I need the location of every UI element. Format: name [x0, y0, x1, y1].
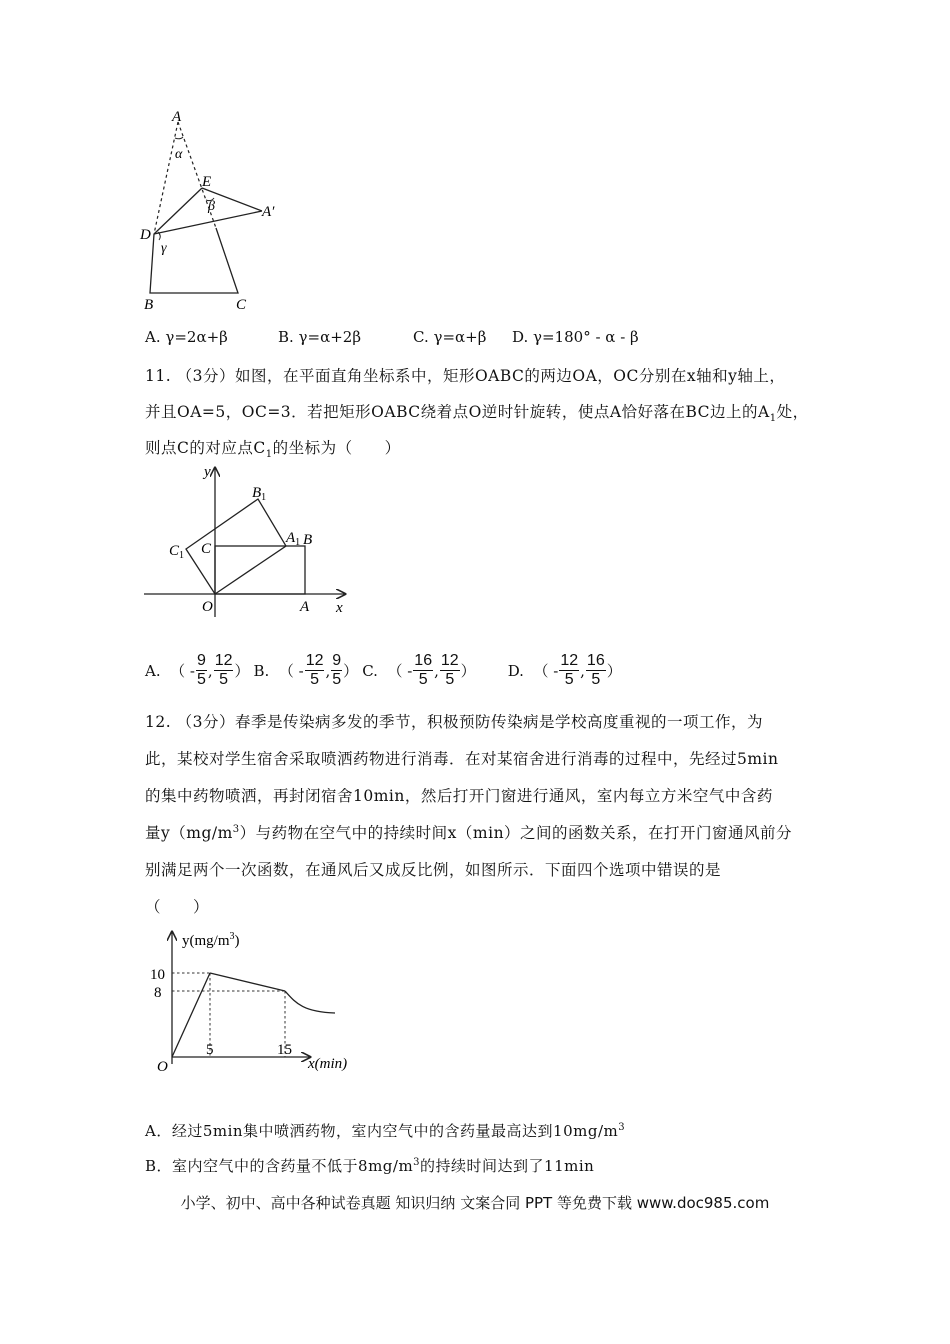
q11-rect-OABC: [215, 546, 305, 594]
q12-line-3: 的集中药物喷洒，再封闭宿舍10min，然后打开门窗进行通风，室内每立方米空气中含药: [145, 787, 773, 805]
q11-line-2: 并且OA=5，OC=3．若把矩形OABC绕着点O逆时针旋转，使点A恰好落在BC边上的$A_1$处，: [145, 403, 809, 425]
q11-label-x: x: [336, 600, 343, 616]
q10-label-C: C: [236, 297, 247, 313]
q12-tick-8: 8: [154, 985, 162, 1001]
q12-line-2: 此，某校对学生宿舍采取喷洒药物进行消毒．在对某宿舍进行消毒的过程中，先经过5min: [145, 750, 779, 768]
q10-label-gamma: γ: [161, 241, 167, 256]
q10-arc-alpha: [175, 137, 183, 139]
q11-label-O: O: [202, 599, 213, 615]
q12-line-4: 量$y(mg/m^3)$与药物在空气中的持续时间x（min）之间的函数关系，在打开门窗通风前分: [145, 823, 793, 842]
q12-line-5: 别满足两个一次函数，在通风后又成反比例，如图所示．下面四个选项中错误的是: [145, 861, 722, 879]
q12-segment-decline: [210, 973, 285, 991]
q10-option-d: D. γ=180° - α - β: [512, 328, 639, 346]
q10-label-D: D: [140, 227, 151, 243]
q10-label-B: B: [144, 297, 154, 313]
q10-dashed-AD: [154, 122, 178, 234]
q12-line-1: 12. （3分）春季是传染病多发的季节，积极预防传染病是学校高度重视的一项工作，为: [145, 713, 763, 731]
q12-option-b: B．室内空气中的含药量不低于$8mg/m^3$的持续时间达到了11min: [145, 1157, 595, 1175]
q11-label-C1: $C_1$: [169, 543, 185, 561]
q10-line-DA': [154, 211, 262, 234]
q11-label-A: A: [300, 599, 310, 615]
q12-xlabel: x(min): [308, 1056, 348, 1072]
page-footer: 小学、初中、高中各种试卷真题 知识归纳 文案合同 PPT 等免费下载 www.doc985.com: [180, 1194, 770, 1212]
q11-label-B1: $B_1$: [252, 485, 267, 503]
q12-curve-inverse: [285, 991, 335, 1013]
q11-line-3: 则点C的对应点$C_1$的坐标为（ ）: [145, 439, 401, 461]
q10-label-A-prime: A′: [262, 204, 275, 220]
q12-graph: [140, 924, 370, 1074]
q10-label-alpha: α: [175, 147, 183, 162]
q10-label-A: A: [172, 109, 182, 125]
q10-figure: [138, 108, 298, 316]
q10-line-DE: [154, 188, 202, 234]
q11-options: [145, 652, 622, 689]
q10-label-beta: β: [208, 199, 215, 214]
q11-figure: [140, 462, 355, 622]
q11-option-d: D. （ - $\frac{12}{5}$ , $\frac{16}{5}$ ）: [507, 652, 622, 688]
q10-trapezoid: [150, 228, 238, 293]
q12-ylabel: $y(mg/m^3)$: [182, 931, 240, 949]
q12-line-6: （ ）: [145, 898, 210, 916]
q11-option-a: A. （ - $\frac{9}{5}$ , $\frac{12}{5}$ ）: [145, 652, 250, 688]
q11-line-1: 11. （3分）如图，在平面直角坐标系中，矩形OABC的两边OA，OC分别在x轴和y轴上，: [145, 367, 786, 385]
q10-label-E: E: [202, 174, 212, 190]
q10-option-c: C. γ=α+β: [413, 328, 487, 346]
q11-label-C: C: [201, 541, 212, 557]
q11-label-B: B: [303, 532, 313, 548]
q12-tick-15: 15: [277, 1042, 292, 1058]
q12-label-O: O: [157, 1059, 168, 1074]
q12-tick-10: 10: [150, 967, 165, 983]
q12-segment-rise: [172, 973, 210, 1057]
q11-option-c: C. （ - $\frac{16}{5}$ , $\frac{12}{5}$ ）: [362, 652, 476, 688]
q11-option-b: B. （ - $\frac{12}{5}$ , $\frac{9}{5}$ ）: [253, 652, 359, 688]
q12-tick-5: 5: [206, 1042, 214, 1058]
q11-label-A1: $A_1$: [286, 530, 301, 548]
q11-label-y: y: [204, 464, 211, 480]
q12-option-a: A．经过5min集中喷洒药物，室内空气中的含药量最高达到$10mg/m^3$: [145, 1122, 626, 1140]
q10-option-b: B. γ=α+2β: [278, 328, 362, 346]
q10-option-a: A. γ=2α+β: [145, 328, 228, 346]
